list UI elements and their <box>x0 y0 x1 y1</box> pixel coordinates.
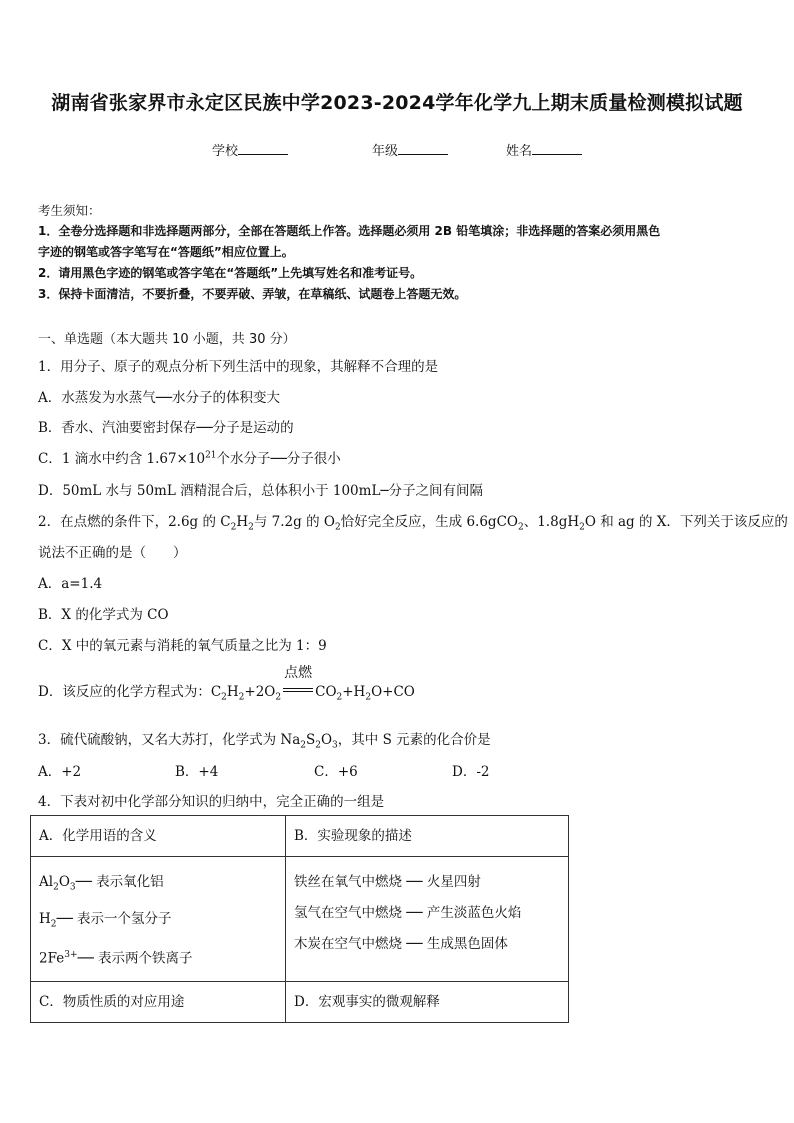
q4-cell-b-head: B．实验现象的描述 <box>286 816 569 857</box>
exam-title: 湖南省张家界市永定区民族中学2023-2024学年化学九上期末质量检测模拟试题 <box>51 92 743 114</box>
notice-heading: 考生须知： <box>38 203 101 218</box>
section-heading: 一、单选题（本大题共 10 小题，共 30 分） <box>38 332 296 347</box>
q4-cell-a-head: A．化学用语的含义 <box>31 816 286 857</box>
q4-cell-d-head: D．宏观事实的微观解释 <box>286 981 569 1022</box>
q1-option-a: A．水蒸发为水蒸气──水分子的体积变大 <box>38 390 281 406</box>
q4-table <box>30 815 569 1023</box>
q2-stem: 2．在点燃的条件下，2.6g 的 $C_2H_2$与 7.2g 的 $O_2$恰好完全反应，生成 6.6gCO$_2$、$1.8gH_2O$ 和 ag 的 X．下列关于该反应的 <box>38 514 788 533</box>
notice-item-3: 3．保持卡面清洁，不要折叠，不要弄破、弄皱，在草稿纸、试题卷上答题无效。 <box>38 287 467 301</box>
q4-b-line2: 氢气在空气中燃烧 ── 产生淡蓝色火焰 <box>294 905 522 921</box>
notice-item-1a: 1．全卷分选择题和非选择题两部分，全部在答题纸上作答。选择题必须用 2B 铅笔填涂；非选择题的答案必须用黑色 <box>38 224 661 238</box>
q1-option-b: B．香水、汽油要密封保存──分子是运动的 <box>38 420 294 436</box>
q4-b-line1: 铁丝在氧气中燃烧 ── 火星四射 <box>294 874 481 890</box>
q2-option-c: C．X 中的氧元素与消耗的氧气质量之比为 1：9 <box>38 638 327 654</box>
q1-option-c: C．1 滴水中约含 $1.67\times 10^{21}$个水分子──分子很小 <box>38 450 341 467</box>
q2-stem-line2: 说法不正确的是（ ） <box>38 545 187 561</box>
q3-stem: 3．硫代硫酸钠，又名大苏打，化学式为 $Na_2S_2O_3$，其中 S 元素的化合价是 <box>38 732 491 751</box>
q4-a-line1: $Al_2O_3──$ 表示氧化铝 <box>39 874 164 893</box>
q4-cell-a-body <box>31 857 286 982</box>
exam-notice <box>38 200 760 305</box>
q2-option-b: B．X 的化学式为 CO <box>38 607 169 623</box>
q4-a-line3: $2Fe^{3+}──$ 表示两个铁离子 <box>39 950 193 967</box>
q4-a-line2: $H_2──$ 表示一个氢分子 <box>39 910 172 930</box>
reaction-arrow: 点燃 <box>281 682 315 696</box>
school-field[interactable]: 学校 <box>212 140 288 159</box>
q4-b-line3: 木炭在空气中燃烧 ── 生成黑色固体 <box>294 936 508 952</box>
q2-option-d: D．该反应的化学方程式为：$C_2H_2+2O_2$ 点燃 $CO_2+H_2O+CO$ <box>38 665 415 703</box>
q1-option-d: D．50mL 水与 50mL 酒精混合后，总体积小于 100mL─分子之间有间隔 <box>38 483 484 499</box>
name-field[interactable]: 姓名 <box>506 140 582 159</box>
q3-option-a: A．+2 <box>38 764 82 780</box>
notice-item-2: 2．请用黑色字迹的钢笔或答字笔在“答题纸”上先填写姓名和准考证号。 <box>38 266 423 280</box>
notice-item-1b: 字迹的钢笔或答字笔写在“答题纸”相应位置上。 <box>38 245 294 259</box>
q3-option-b: B．+4 <box>175 764 219 780</box>
q4-stem: 4．下表对初中化学部分知识的归纳中，完全正确的一组是 <box>38 794 385 810</box>
q4-cell-c-head: C．物质性质的对应用途 <box>31 981 286 1022</box>
q3-option-d: D．-2 <box>452 764 490 780</box>
q1-stem: 1．用分子、原子的观点分析下列生活中的现象，其解释不合理的是 <box>38 359 439 375</box>
q4-cell-b-body <box>286 857 569 982</box>
q2-option-a: A．a=1.4 <box>38 576 103 592</box>
q3-option-c: C．+6 <box>314 764 358 780</box>
grade-field[interactable]: 年级 <box>372 140 448 159</box>
